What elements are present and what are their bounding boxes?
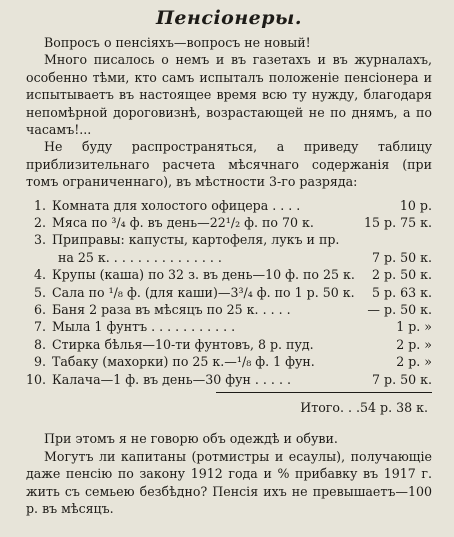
table-row [26,266,432,283]
table-row [26,301,432,318]
outro-paragraph-1: При этомъ я не говорю объ одеждѣ и обуви. [44,431,338,447]
row-price: 2 р. » [396,354,432,370]
row-number: 4. [33,267,46,283]
intro-paragraph-3: Не буду распространяться, а приведу таблицу приблизительнаго расчета мѣсячнаго содержанія (при томъ ограниченнаго), въ мѣстности 3-го разряда: [26,139,432,190]
total-line: Итого. . .54 р. 38 к. [300,399,428,415]
intro-paragraph-2: Много писалось о немъ и въ газетахъ и въ журналахъ, особенно тѣми, кто самъ испыталъ положеніе пенсіонера и испытываетъ въ настоящее время всю ту нужду, благодаря непомѣрной дороговизнѣ, возрастающей не по днямъ, а по часамъ!... [26,52,432,138]
row-number: 10. [26,371,47,387]
table-row [26,284,432,301]
row-price: 10 р. [399,197,432,213]
row-item: Мыла 1 фунтъ . . . . . . . . . . . [52,319,236,335]
row-item: Комната для холостого офицера . . . . [52,197,301,213]
row-item: Мяса по ³/₄ ф. въ день—22¹/₂ ф. по 70 к. [52,215,314,231]
row-item-continuation: на 25 к. . . . . . . . . . . . . . . [58,249,222,265]
row-number: 3. [33,232,46,248]
row-price: 15 р. 75 к. [364,215,432,231]
row-price: 7 р. 50 к. [372,249,432,265]
row-item: Приправы: капусты, картофеля, лукъ и пр. [52,232,340,248]
article-title: Пенсіонеры. [155,7,303,29]
row-number: 1. [33,197,46,213]
row-item: Баня 2 раза въ мѣсяцъ по 25 к. . . . . [52,302,291,317]
row-item: Табаку (махорки) по 25 к.—¹/₈ ф. 1 фун. [52,354,315,370]
intro-paragraph-1: Вопросъ о пенсіяхъ—вопросъ не новый! [44,35,311,50]
table-row [26,197,432,214]
row-number: 2. [33,215,46,231]
row-number: 5. [33,284,46,300]
table-row [26,371,432,388]
row-item: Сала по ¹/₈ ф. (для каши)—3³/₄ ф. по 1 р. 50 к. [52,284,355,300]
table-row [26,318,432,335]
table-row [26,336,432,353]
row-price: 2 р. 50 к. [372,267,432,283]
table-row-continuation [26,249,432,266]
total-divider [216,392,432,393]
outro-paragraph-2: Могутъ ли капитаны (ротмистры и есаулы), получающіе даже пенсію по закону 1912 года и % прибавку въ 1917 г. жить съ семьею безбѣдно? Пенсія ихъ не превышаетъ—100 р. въ мѣсяцъ. [26,448,432,516]
row-price: 7 р. 50 к. [372,371,432,387]
row-item: Калача—1 ф. въ день—30 фун . . . . . [52,371,291,387]
row-price: 2 р. » [396,336,432,352]
row-price: 1 р. » [396,319,432,335]
row-price: — р. 50 к. [367,302,432,317]
row-item: Стирка бѣлья—10-ти фунтовъ, 8 р. пуд. [52,336,314,352]
row-number: 9. [33,354,46,370]
expense-table [26,197,432,388]
row-number: 7. [33,319,46,335]
row-item: Крупы (каша) по 32 з. въ день—10 ф. по 25 к. [52,267,355,283]
row-price: 5 р. 63 к. [372,284,432,300]
table-row [26,231,432,248]
row-number: 6. [33,302,46,317]
table-row [26,353,432,370]
spacer [26,416,432,430]
table-row [26,214,432,231]
row-number: 8. [33,336,46,352]
